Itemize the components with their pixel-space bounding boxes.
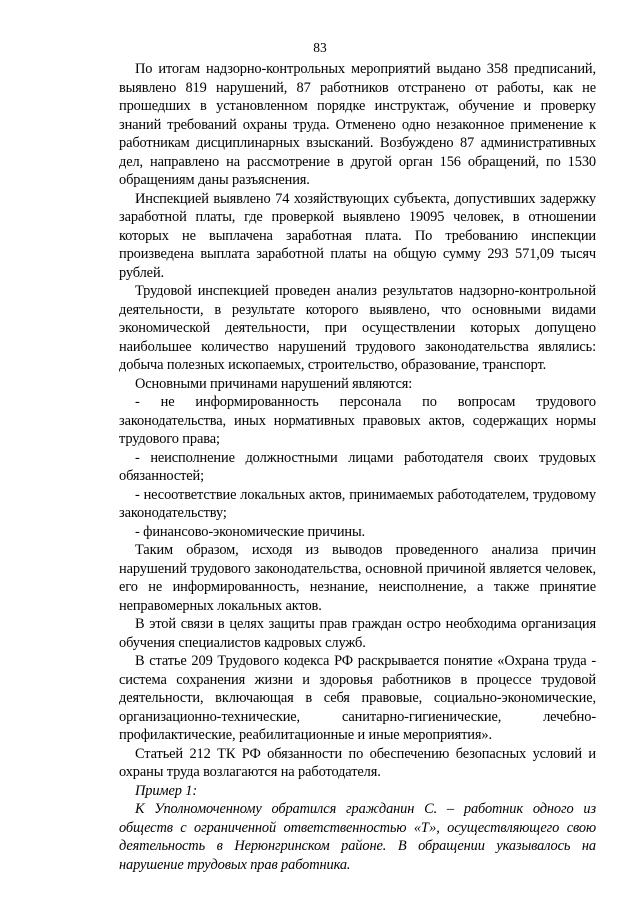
paragraph-wage-arrears: Инспекцией выявлено 74 хозяйствующих субъекта, допустивших задержку заработной платы, где проверкой выявлено 19095 человек, в отношении которых не выплачена заработная плата. По требованию инспекции произведена выплата заработной платы на общую сумму 293 571,09 тысяч рублей.: [119, 190, 596, 281]
list-item-cause-2: - неисполнение должностными лицами работодателя своих трудовых обязанностей;: [119, 449, 596, 484]
example-heading: Пример 1:: [135, 782, 198, 799]
paragraph-article-212: Статьей 212 ТК РФ обязанности по обеспечению безопасных условий и охраны труда возлагаются на работодателя.: [119, 745, 596, 780]
page-body: [119, 60, 596, 874]
paragraph-article-209: В статье 209 Трудового кодекса РФ раскрывается понятие «Охрана труда - система сохранения жизни и здоровья работников в процессе трудовой деятельности, включающая в себя правовые, социально-экономические, организационно-технические, санитарно-гигиенические, лечебно-профилактические, реабилитационные и иные мероприятия».: [119, 653, 596, 743]
paragraph-activity-analysis: Трудовой инспекцией проведен анализ результатов надзорно-контрольной деятельности, в результате которого выявлено, что основными видами экономической деятельности, при осуществлении которых допущено наибольшее количество нарушений трудового законодательства являлись: добыча полезных ископаемых, строительство, образование, транспорт.: [119, 283, 596, 373]
page-number: 83: [313, 40, 327, 55]
paragraph-conclusion: Таким образом, исходя из выводов проведенного анализа причин нарушений трудового законодательства, основной причиной является человек, его не информированность, незнание, неисполнение, а также принятие неправомерных локальных актов.: [119, 542, 596, 614]
list-item-cause-4: - финансово-экономические причины.: [135, 523, 366, 540]
paragraph-example-1: К Уполномоченному обратился гражданин С. – работник одного из обществ с ограниченной ответственностью «Т», осуществляющего свою деятельность в Нерюнгринском районе. В обращении указывалось на нарушение трудовых прав работника.: [119, 801, 596, 873]
list-item-cause-1: - не информированность персонала по вопросам трудового законодательства, иных нормативных правовых актов, содержащих нормы трудового права;: [119, 394, 596, 447]
paragraph-training-need: В этой связи в целях защиты прав граждан остро необходима организация обучения специалистов кадровых служб.: [119, 616, 596, 651]
list-item-cause-3: - несоответствие локальных актов, принимаемых работодателем, трудовому законодательству;: [119, 486, 596, 521]
paragraph-inspection-results: По итогам надзорно-контрольных мероприятий выдано 358 предписаний, выявлено 819 нарушений, 87 работников отстранено от работы, как не прошедших в установленном порядке инструктаж, обучение и проверку знаний требований охраны труда. Отменено одно незаконное применение к работникам дисциплинарных взысканий. Возбуждено 87 административных дел, направлено на рассмотрение в другой орган 156 обращений, по 1530 обращениям даны разъяснения.: [119, 61, 596, 188]
paragraph-causes-heading: Основными причинами нарушений являются:: [135, 375, 413, 392]
